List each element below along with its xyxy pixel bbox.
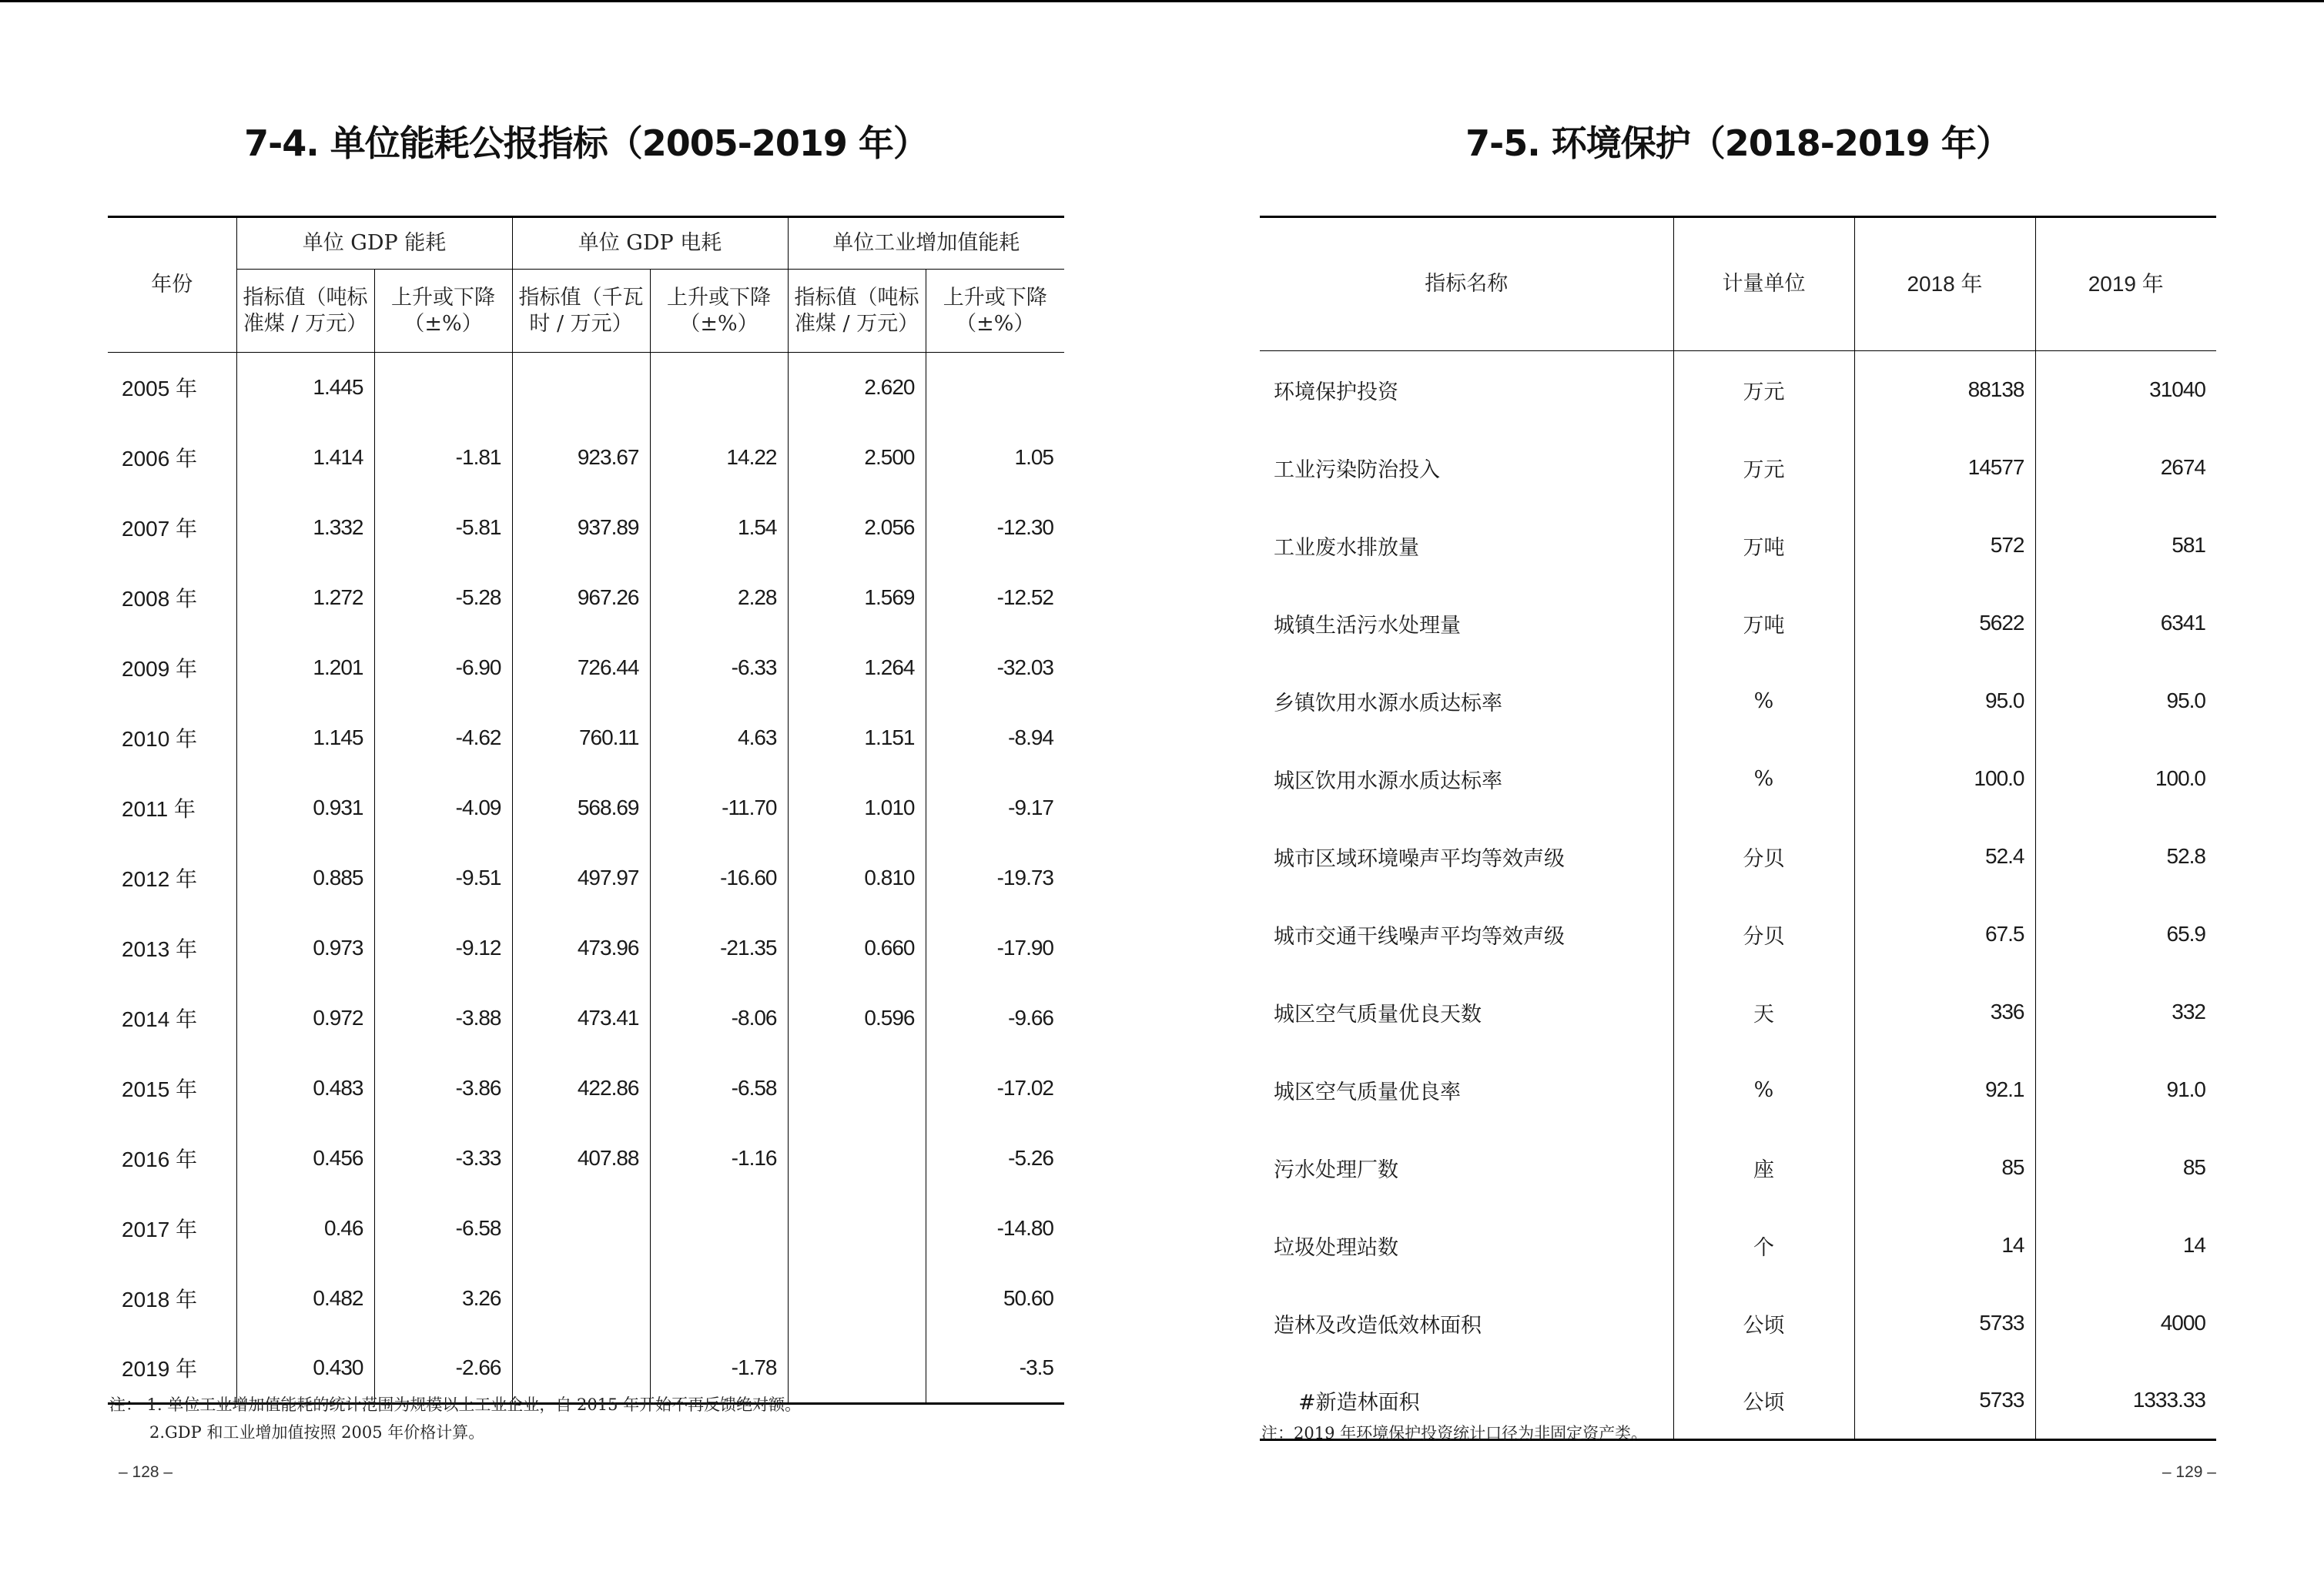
cell-ind-val: 0.660: [788, 913, 926, 983]
cell-elec-val: [512, 353, 650, 423]
cell-elec-chg: [650, 353, 788, 423]
cell-v2019: 100.0: [2035, 740, 2216, 818]
table-row: [108, 703, 1064, 773]
cell-year: 2015 年: [122, 1077, 198, 1101]
cell-elec-chg: -1.16: [650, 1124, 788, 1194]
cell-unit: 分贝: [1673, 896, 1854, 973]
cell-elec-val: 422.86: [512, 1054, 650, 1124]
table-row: [1260, 1051, 2216, 1129]
cell-ind-val: [788, 1054, 926, 1124]
cell-v2019: 14: [2035, 1207, 2216, 1285]
cell-year: 2007 年: [122, 517, 198, 541]
cell-elec-chg: -8.06: [650, 983, 788, 1054]
cell-gdp-chg: -4.62: [374, 703, 512, 773]
cell-year: 2014 年: [122, 1007, 198, 1031]
cell-gdp-val: 0.483: [236, 1054, 374, 1124]
cell-unit: 万吨: [1673, 585, 1854, 662]
cell-v2018: 92.1: [1854, 1051, 2035, 1129]
cell-elec-val: 967.26: [512, 563, 650, 633]
cell-ind-val: 0.810: [788, 843, 926, 913]
table-row: [108, 353, 1064, 423]
cell-gdp-val: 0.972: [236, 983, 374, 1054]
cell-ind-val: [788, 1334, 926, 1404]
cell-v2018: 572: [1854, 507, 2035, 585]
cell-ind-chg: -5.26: [926, 1124, 1064, 1194]
cell-ind-val: [788, 1124, 926, 1194]
cell-v2018: 52.4: [1854, 818, 2035, 896]
footnotes-energy: [109, 1391, 801, 1446]
cell-elec-chg: -1.78: [650, 1334, 788, 1404]
cell-unit: 万吨: [1673, 507, 1854, 585]
cell-elec-chg: -6.58: [650, 1054, 788, 1124]
table-row: [108, 563, 1064, 633]
cell-year: 2012 年: [122, 867, 198, 891]
table-row: [1260, 973, 2216, 1051]
cell-ind-chg: -8.94: [926, 703, 1064, 773]
cell-elec-chg: 4.63: [650, 703, 788, 773]
table-row: [1260, 740, 2216, 818]
cell-gdp-chg: -1.81: [374, 423, 512, 493]
cell-gdp-chg: -6.90: [374, 633, 512, 703]
cell-gdp-val: 1.145: [236, 703, 374, 773]
cell-v2019: 91.0: [2035, 1051, 2216, 1129]
cell-indicator-name: 垃圾处理站数: [1274, 1235, 1398, 1260]
cell-ind-val: 2.500: [788, 423, 926, 493]
cell-ind-val: [788, 1264, 926, 1334]
cell-ind-val: 0.596: [788, 983, 926, 1054]
cell-gdp-chg: -6.58: [374, 1194, 512, 1264]
cell-elec-val: 923.67: [512, 423, 650, 493]
cell-gdp-chg: -2.66: [374, 1334, 512, 1404]
header-gdp-value: 指标值（吨标 准煤 / 万元）: [236, 270, 374, 353]
cell-ind-chg: 1.05: [926, 423, 1064, 493]
table-row: [108, 983, 1064, 1054]
cell-elec-chg: -16.60: [650, 843, 788, 913]
cell-gdp-chg: 3.26: [374, 1264, 512, 1334]
cell-gdp-val: 1.272: [236, 563, 374, 633]
header-gdp-change: 上升或下降 （±%）: [374, 270, 512, 353]
cell-indicator-name: 城市区域环境噪声平均等效声级: [1274, 846, 1565, 871]
cell-elec-val: 726.44: [512, 633, 650, 703]
cell-elec-val: [512, 1264, 650, 1334]
cell-indicator-name: 工业废水排放量: [1274, 535, 1419, 560]
cell-gdp-chg: [374, 353, 512, 423]
cell-ind-val: 1.010: [788, 773, 926, 843]
cell-gdp-val: 1.332: [236, 493, 374, 563]
cell-gdp-val: 1.414: [236, 423, 374, 493]
cell-elec-val: [512, 1194, 650, 1264]
cell-year: 2005 年: [122, 377, 198, 401]
cell-unit: 万元: [1673, 429, 1854, 507]
cell-ind-val: 1.569: [788, 563, 926, 633]
cell-ind-val: [788, 1194, 926, 1264]
cell-ind-chg: -32.03: [926, 633, 1064, 703]
cell-gdp-chg: -3.88: [374, 983, 512, 1054]
header-unit: 计量单位: [1673, 217, 1854, 351]
footnote-environment: 注：2019 年环境保护投资统计口径为非固定资产类。: [1261, 1424, 1648, 1442]
header-year: 年份: [108, 217, 236, 353]
cell-year: 2006 年: [122, 447, 198, 471]
table-row: [108, 1194, 1064, 1264]
table-row: [1260, 1129, 2216, 1207]
header-gdp-electricity: 单位 GDP 电耗: [512, 217, 788, 270]
cell-indicator-name: 城市交通干线噪声平均等效声级: [1274, 924, 1565, 949]
cell-gdp-val: 0.46: [236, 1194, 374, 1264]
cell-unit: 分贝: [1673, 818, 1854, 896]
cell-ind-chg: [926, 353, 1064, 423]
cell-gdp-val: 0.482: [236, 1264, 374, 1334]
cell-v2018: 67.5: [1854, 896, 2035, 973]
cell-ind-chg: -17.90: [926, 913, 1064, 983]
environment-protection-table: [1260, 216, 2216, 1441]
cell-gdp-chg: -4.09: [374, 773, 512, 843]
table-row: [1260, 896, 2216, 973]
cell-elec-val: 497.97: [512, 843, 650, 913]
cell-elec-chg: 1.54: [650, 493, 788, 563]
cell-v2018: 100.0: [1854, 740, 2035, 818]
cell-indicator-name: 乡镇饮用水源水质达标率: [1274, 691, 1502, 715]
cell-elec-chg: [650, 1264, 788, 1334]
cell-indicator-name: 城区空气质量优良天数: [1274, 1002, 1482, 1027]
cell-elec-val: 760.11: [512, 703, 650, 773]
cell-indicator-name: 工业污染防治投入: [1274, 457, 1440, 482]
cell-elec-chg: [650, 1194, 788, 1264]
cell-ind-val: 1.264: [788, 633, 926, 703]
cell-v2018: 336: [1854, 973, 2035, 1051]
cell-v2018: 14577: [1854, 429, 2035, 507]
cell-v2019: 95.0: [2035, 662, 2216, 740]
cell-year: 2016 年: [122, 1147, 198, 1171]
cell-v2019: 31040: [2035, 351, 2216, 429]
table-row: [108, 913, 1064, 983]
cell-elec-val: 568.69: [512, 773, 650, 843]
header-2018: 2018 年: [1854, 217, 2035, 351]
cell-unit: 天: [1673, 973, 1854, 1051]
cell-gdp-val: 0.885: [236, 843, 374, 913]
cell-ind-chg: 50.60: [926, 1264, 1064, 1334]
cell-unit: %: [1673, 740, 1854, 818]
table-row: [1260, 818, 2216, 896]
cell-gdp-val: 1.201: [236, 633, 374, 703]
cell-indicator-name: #新造林面积: [1298, 1390, 1420, 1415]
cell-v2018: 14: [1854, 1207, 2035, 1285]
cell-elec-chg: -11.70: [650, 773, 788, 843]
cell-year: 2019 年: [122, 1357, 198, 1382]
table-row: [1260, 1207, 2216, 1285]
footnote-1: 注： 1. 单位工业增加值能耗的统计范围为规模以上工业企业，自 2015 年开始不再反馈绝对额。: [109, 1395, 802, 1414]
cell-gdp-chg: -3.86: [374, 1054, 512, 1124]
cell-indicator-name: 城镇生活污水处理量: [1274, 613, 1461, 638]
table-row: [1260, 662, 2216, 740]
table-row: [1260, 351, 2216, 429]
cell-ind-val: 1.151: [788, 703, 926, 773]
header-industry-value: 指标值（吨标 准煤 / 万元）: [788, 270, 926, 353]
table-row: [1260, 1285, 2216, 1362]
cell-gdp-chg: -3.33: [374, 1124, 512, 1194]
footnote-2: 2.GDP 和工业增加值按照 2005 年价格计算。: [149, 1423, 485, 1442]
cell-elec-chg: -21.35: [650, 913, 788, 983]
cell-v2019: 4000: [2035, 1285, 2216, 1362]
cell-year: 2009 年: [122, 657, 198, 681]
cell-unit: %: [1673, 662, 1854, 740]
cell-year: 2017 年: [122, 1218, 198, 1241]
header-indicator-name: 指标名称: [1260, 217, 1673, 351]
cell-v2019: 6341: [2035, 585, 2216, 662]
cell-unit: 万元: [1673, 351, 1854, 429]
cell-ind-val: 2.620: [788, 353, 926, 423]
table-row: [108, 1124, 1064, 1194]
top-border-line: [0, 0, 2324, 2]
cell-unit: 个: [1673, 1207, 1854, 1285]
cell-v2018: 5622: [1854, 585, 2035, 662]
page-number-left: – 128 –: [119, 1463, 173, 1481]
cell-elec-val: 407.88: [512, 1124, 650, 1194]
page-title-energy: 7-4. 单位能耗公报指标（2005-2019 年）: [244, 122, 928, 164]
cell-ind-chg: -3.5: [926, 1334, 1064, 1404]
cell-unit: 座: [1673, 1129, 1854, 1207]
page-title-environment: 7-5. 环境保护（2018-2019 年）: [1465, 122, 2011, 164]
cell-v2019: 85: [2035, 1129, 2216, 1207]
cell-ind-val: 2.056: [788, 493, 926, 563]
cell-gdp-chg: -5.28: [374, 563, 512, 633]
cell-gdp-val: 0.430: [236, 1334, 374, 1404]
header-industry-change: 上升或下降 （±%）: [926, 270, 1064, 353]
cell-year: 2010 年: [122, 727, 198, 751]
header-elec-value: 指标值（千瓦 时 / 万元）: [512, 270, 650, 353]
cell-v2019: 1333.33: [2035, 1362, 2216, 1440]
cell-ind-chg: -17.02: [926, 1054, 1064, 1124]
cell-v2018: 5733: [1854, 1362, 2035, 1440]
cell-v2019: 52.8: [2035, 818, 2216, 896]
cell-gdp-val: 0.456: [236, 1124, 374, 1194]
cell-v2019: 65.9: [2035, 896, 2216, 973]
cell-gdp-chg: -9.12: [374, 913, 512, 983]
cell-v2019: 581: [2035, 507, 2216, 585]
header-industry-energy: 单位工业增加值能耗: [788, 217, 1064, 270]
table-row: [1260, 585, 2216, 662]
cell-v2018: 85: [1854, 1129, 2035, 1207]
cell-v2018: 88138: [1854, 351, 2035, 429]
cell-ind-chg: -12.52: [926, 563, 1064, 633]
table-row: [108, 843, 1064, 913]
cell-v2018: 5733: [1854, 1285, 2035, 1362]
header-elec-change: 上升或下降 （±%）: [650, 270, 788, 353]
cell-elec-chg: 14.22: [650, 423, 788, 493]
cell-v2018: 95.0: [1854, 662, 2035, 740]
cell-year: 2008 年: [122, 587, 198, 611]
cell-unit: 公顷: [1673, 1362, 1854, 1440]
cell-v2019: 332: [2035, 973, 2216, 1051]
cell-elec-val: 473.41: [512, 983, 650, 1054]
cell-year: 2018 年: [122, 1288, 198, 1312]
cell-elec-chg: 2.28: [650, 563, 788, 633]
cell-gdp-val: 0.973: [236, 913, 374, 983]
header-gdp-energy: 单位 GDP 能耗: [236, 217, 512, 270]
cell-year: 2013 年: [122, 937, 198, 961]
table-row: [1260, 429, 2216, 507]
page-number-right: – 129 –: [2162, 1463, 2216, 1481]
cell-gdp-val: 0.931: [236, 773, 374, 843]
cell-v2019: 2674: [2035, 429, 2216, 507]
table-row: [108, 493, 1064, 563]
cell-gdp-chg: -5.81: [374, 493, 512, 563]
cell-ind-chg: -9.17: [926, 773, 1064, 843]
cell-ind-chg: -9.66: [926, 983, 1064, 1054]
cell-indicator-name: 污水处理厂数: [1274, 1157, 1398, 1182]
table-row: [108, 773, 1064, 843]
cell-ind-chg: -14.80: [926, 1194, 1064, 1264]
cell-unit: 公顷: [1673, 1285, 1854, 1362]
cell-ind-chg: -12.30: [926, 493, 1064, 563]
table-row: [108, 1054, 1064, 1124]
cell-unit: %: [1673, 1051, 1854, 1129]
cell-ind-chg: -19.73: [926, 843, 1064, 913]
cell-indicator-name: 城区空气质量优良率: [1274, 1080, 1461, 1104]
energy-consumption-table: [108, 216, 1064, 1405]
cell-elec-chg: -6.33: [650, 633, 788, 703]
cell-elec-val: 937.89: [512, 493, 650, 563]
header-2019: 2019 年: [2035, 217, 2216, 351]
cell-indicator-name: 造林及改造低效林面积: [1274, 1313, 1482, 1338]
cell-gdp-val: 1.445: [236, 353, 374, 423]
cell-gdp-chg: -9.51: [374, 843, 512, 913]
cell-indicator-name: 城区饮用水源水质达标率: [1274, 769, 1502, 793]
table-row: [108, 423, 1064, 493]
cell-year: 2011 年: [122, 797, 196, 821]
table-row: [108, 633, 1064, 703]
table-row: [1260, 507, 2216, 585]
cell-indicator-name: 环境保护投资: [1274, 380, 1398, 404]
cell-elec-val: 473.96: [512, 913, 650, 983]
table-row: [108, 1264, 1064, 1334]
